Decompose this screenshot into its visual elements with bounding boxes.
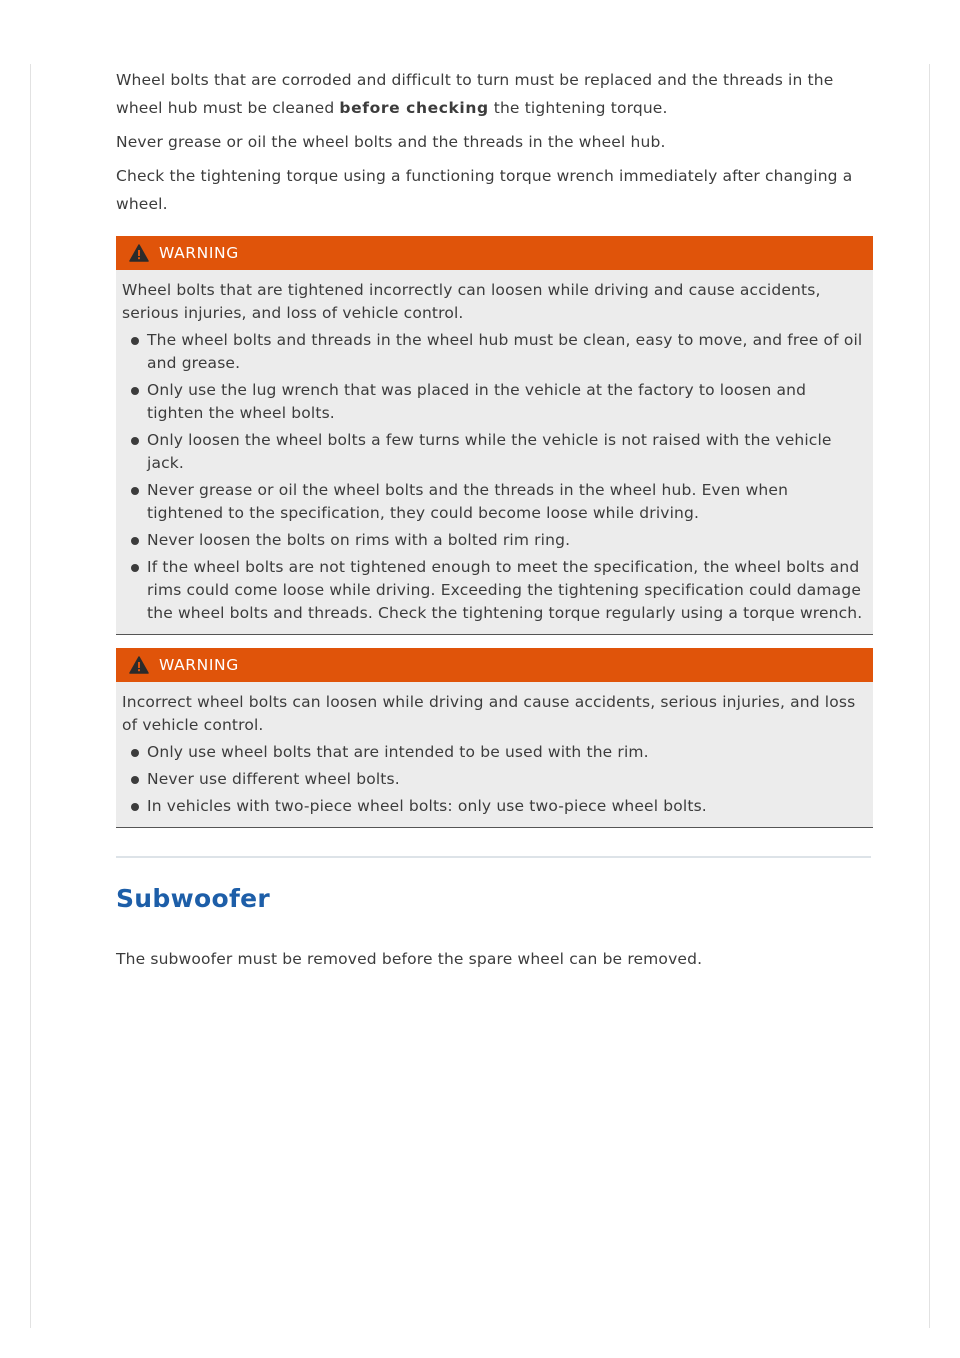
section-divider <box>116 856 871 858</box>
list-item: Only use wheel bolts that are intended to be used with the rim. <box>122 741 863 764</box>
warning-intro: Incorrect wheel bolts can loosen while driving and cause accidents, serious injuries, and loss of vehicle control. <box>122 693 856 734</box>
list-item: Only use the lug wrench that was placed in the vehicle at the factory to loosen and tighten the wheel bolts. <box>122 379 863 425</box>
warning-list <box>122 329 863 625</box>
warning-label: WARNING <box>159 244 239 262</box>
emphasis-before-checking: before checking <box>339 99 489 117</box>
list-item: Only loosen the wheel bolts a few turns while the vehicle is not raised with the vehicle jack. <box>122 429 863 475</box>
warning-header <box>116 648 873 682</box>
page-margin-rule-right <box>929 64 930 1328</box>
list-item: Never loosen the bolts on rims with a bolted rim ring. <box>122 529 863 552</box>
list-item: The wheel bolts and threads in the wheel hub must be clean, easy to move, and free of oil and grease. <box>122 329 863 375</box>
warning-body <box>116 682 873 828</box>
list-item: Never grease or oil the wheel bolts and the threads in the wheel hub. Even when tightened to the specification, they could become loose while driving. <box>122 479 863 525</box>
list-item: In vehicles with two-piece wheel bolts: only use two-piece wheel bolts. <box>122 795 863 818</box>
section-title-subwoofer: Subwoofer <box>116 884 271 913</box>
intro-paragraph-1: Wheel bolts that are corroded and difficult to turn must be replaced and the threads in the wheel hub must be cleaned before checking the tightening torque. <box>116 71 834 117</box>
page-margin-rule-left <box>30 64 31 1328</box>
intro-paragraph-2: Never grease or oil the wheel bolts and the threads in the wheel hub. <box>116 133 666 151</box>
warning-header <box>116 236 873 270</box>
warning-triangle-icon <box>129 656 149 674</box>
warning-box-wheel-bolts-tightening <box>116 236 873 635</box>
warning-box-incorrect-wheel-bolts <box>116 648 873 828</box>
warning-body <box>116 270 873 635</box>
subwoofer-paragraph: The subwoofer must be removed before the spare wheel can be removed. <box>116 950 703 968</box>
list-item: Never use different wheel bolts. <box>122 768 863 791</box>
warning-list <box>122 741 863 818</box>
list-item: If the wheel bolts are not tightened enough to meet the specification, the wheel bolts and rims could come loose while driving. Exceeding the tightening specification could damage the wheel bolts and threads. Check the tightening torque regularly using a torque wrench. <box>122 556 863 625</box>
page-content <box>116 66 873 973</box>
warning-triangle-icon <box>129 244 149 262</box>
warning-intro: Wheel bolts that are tightened incorrectly can loosen while driving and cause accidents, serious injuries, and loss of vehicle control. <box>122 281 821 322</box>
warning-label: WARNING <box>159 656 239 674</box>
intro-paragraph-3: Check the tightening torque using a functioning torque wrench immediately after changing a wheel. <box>116 167 853 213</box>
